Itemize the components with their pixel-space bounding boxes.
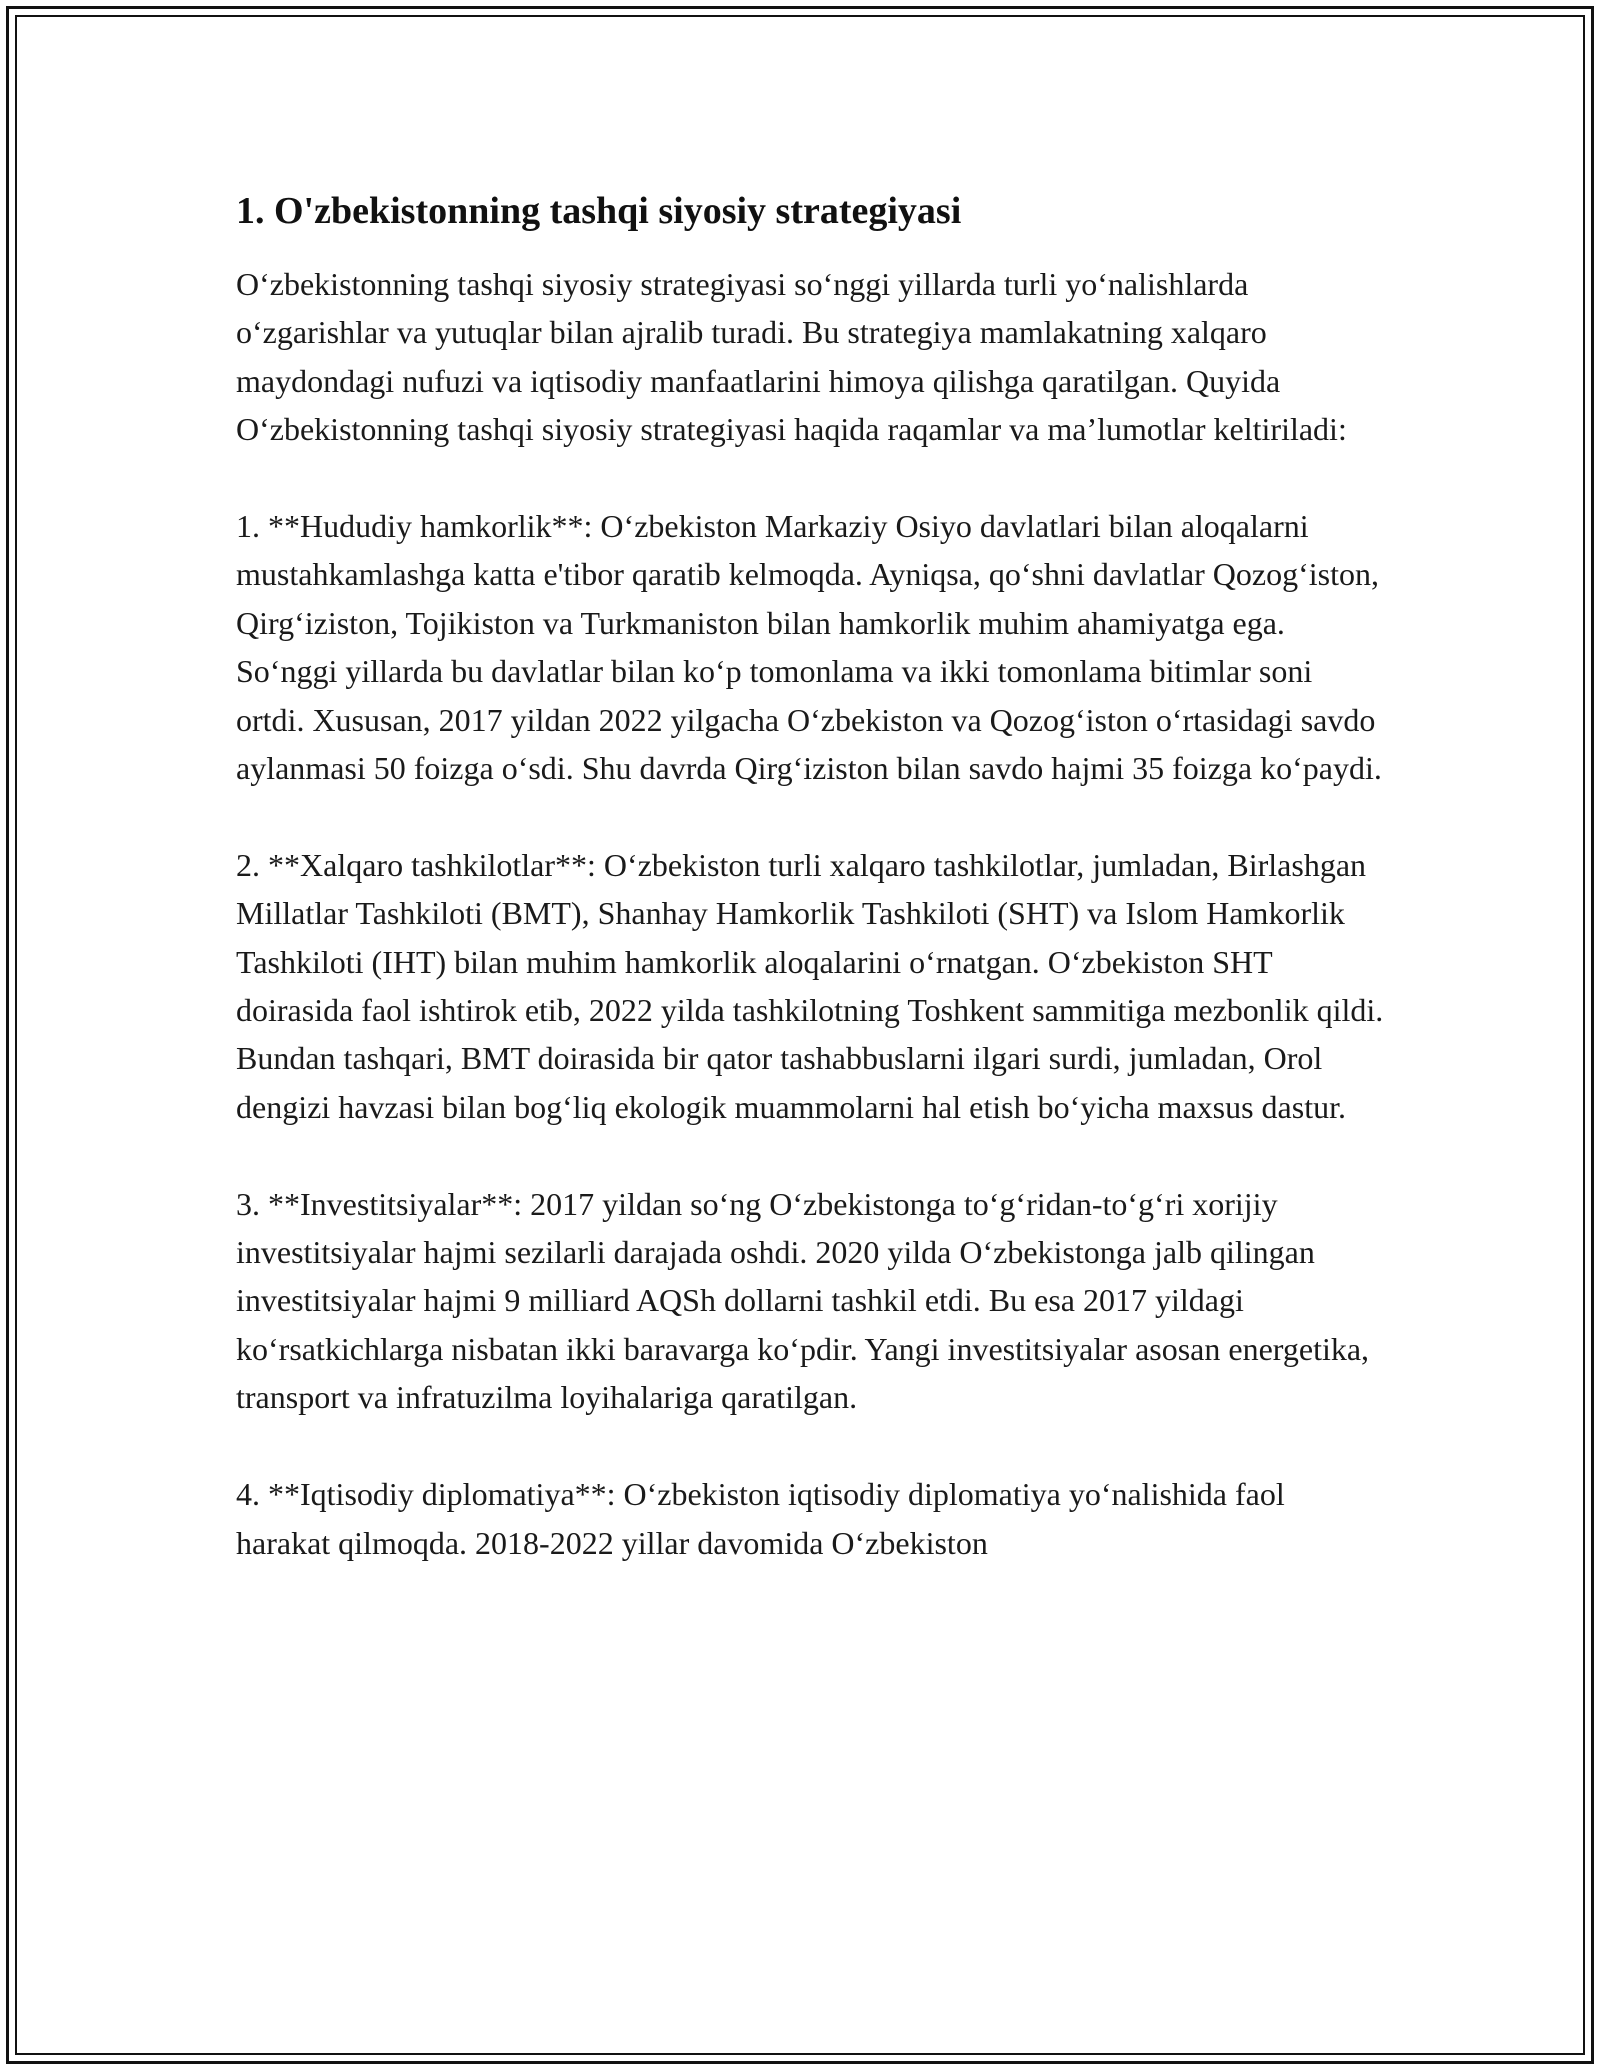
paragraph-economic-diplomacy: 4. **Iqtisodiy diplomatiya**: O‘zbekiston iqtisodiy diplomatiya yo‘nalishida faol harakat qilmoqda. 2018-2022 yillar davomida O‘zbekiston [236, 1476, 1285, 1561]
document-title: 1. O'zbekistonning tashqi siyosiy strategiyasi [236, 190, 962, 232]
paragraph-regional-cooperation: 1. **Hududiy hamkorlik**: O‘zbekiston Markaziy Osiyo davlatlari bilan aloqalarni mustahkamlashga katta e'tibor qaratib kelmoqda. Ayniqsa, qo‘shni davlatlar Qozog‘iston, Qirg‘iziston, Tojikiston va Turkmaniston bilan hamkorlik muhim ahamiyatga ega. So‘nggi yillarda bu davlatlar bilan ko‘p tomonlama va ikki tomonlama bitimlar soni ortdi. Xususan, 2017 yildan 2022 yilgacha O‘zbekiston va Qozog‘iston o‘rtasidagi savdo aylanmasi 50 foizga o‘sdi. Shu davrda Qirg‘iziston bilan savdo hajmi 35 foizga ko‘paydi. [236, 508, 1382, 787]
document-body [236, 188, 1386, 1615]
paragraph-intro: O‘zbekistonning tashqi siyosiy strategiyasi so‘nggi yillarda turli yo‘nalishlarda o‘zgarishlar va yutuqlar bilan ajralib turadi. Bu strategiya mamlakatning xalqaro maydondagi nufuzi va iqtisodiy manfaatlarini himoya qilishga qaratilgan. Quyida O‘zbekistonning tashqi siyosiy strategiyasi haqida raqamlar va ma’lumotlar keltiriladi: [236, 266, 1347, 448]
paragraph-investments: 3. **Investitsiyalar**: 2017 yildan so‘ng O‘zbekistonga to‘g‘ridan-to‘g‘ri xorijiy investitsiyalar hajmi sezilarli darajada oshdi. 2020 yilda O‘zbekistonga jalb qilingan investitsiyalar hajmi 9 milliard AQSh dollarni tashkil etdi. Bu esa 2017 yildagi ko‘rsatkichlarga nisbatan ikki baravarga ko‘pdir. Yangi investitsiyalar asosan energetika, transport va infratuzilma loyihalariga qaratilgan. [236, 1185, 1370, 1416]
paragraph-international-organizations: 2. **Xalqaro tashkilotlar**: O‘zbekiston turli xalqaro tashkilotlar, jumladan, Birlashgan Millatlar Tashkiloti (BMT), Shanhay Hamkorlik Tashkiloti (SHT) va Islom Hamkorlik Tashkiloti (IHT) bilan muhim hamkorlik aloqalarini o‘rnatgan. O‘zbekiston SHT doirasida faol ishtirok etib, 2022 yilda tashkilotning Toshkent sammitiga mezbonlik qildi. Bundan tashqari, BMT doirasida bir qator tashabbuslarni ilgari surdi, jumladan, Orol dengizi havzasi bilan bog‘liq ekologik muammolarni hal etish bo‘yicha maxsus dastur. [236, 846, 1384, 1125]
